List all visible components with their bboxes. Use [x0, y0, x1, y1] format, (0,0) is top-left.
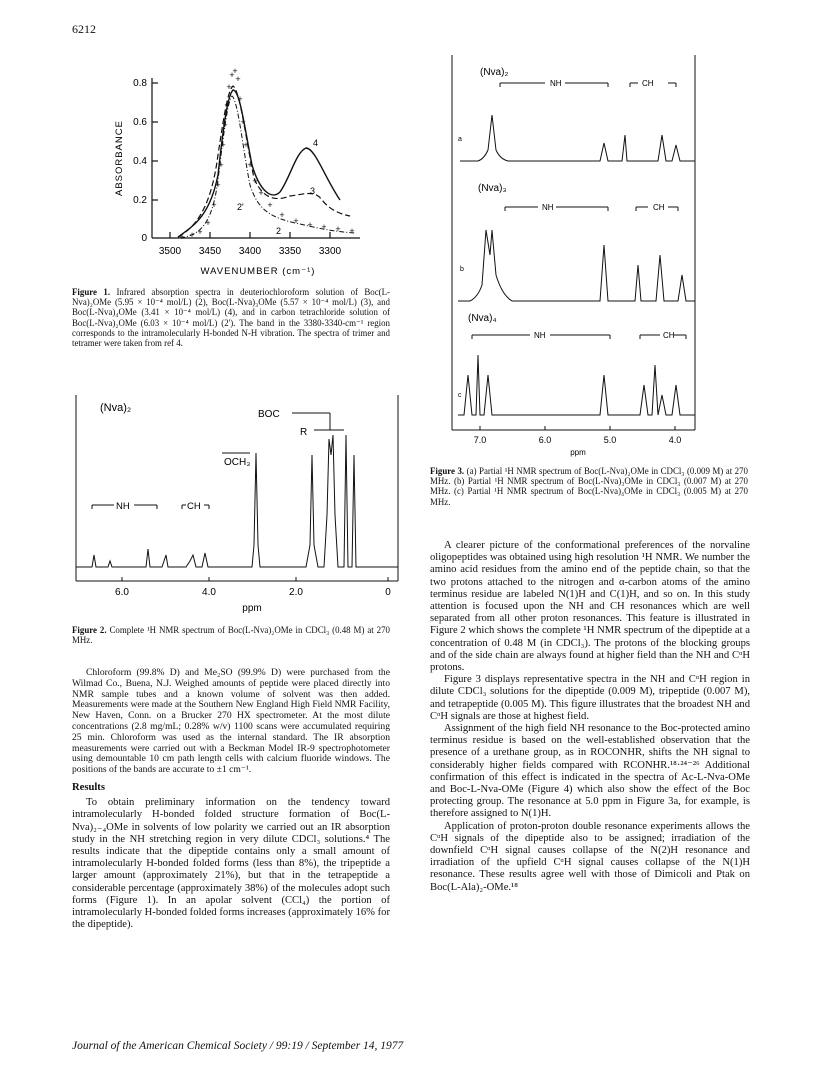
fig2-xtick-6: 6.0: [115, 587, 129, 598]
svg-text:+: +: [349, 226, 355, 236]
fig3-panel-a-title: (Nva)₂: [480, 67, 509, 78]
svg-text:+: +: [222, 120, 228, 130]
svg-text:+: +: [205, 218, 211, 228]
page-number: 6212: [72, 22, 96, 36]
figure-3-nmr-spectra: [450, 55, 698, 463]
figure-3-caption: [430, 466, 748, 507]
left-body-text: [72, 668, 390, 931]
figure-2-caption-label: Figure 2.: [72, 625, 107, 635]
fig2-title: (Nva)₂: [100, 402, 132, 414]
fig2-label-och3: OCH₃: [224, 457, 251, 468]
fig2-xtick-0: 0: [385, 587, 391, 598]
fig1-xtick-3400: 3400: [238, 246, 262, 257]
svg-text:+: +: [220, 140, 226, 150]
fig2-label-nh: NH: [116, 501, 130, 512]
svg-text:+: +: [252, 176, 258, 186]
fig3-trace-a: [460, 115, 695, 161]
fig1-label-2prime: 2': [237, 202, 244, 212]
fig1-x-axis-label: WAVENUMBER (cm⁻¹): [200, 266, 316, 277]
fig3-xtick-4: 4.0: [668, 435, 682, 445]
svg-text:+: +: [229, 70, 235, 80]
svg-text:+: +: [321, 222, 327, 232]
svg-text:+: +: [267, 200, 273, 210]
fig3-xtick-5: 5.0: [603, 435, 617, 445]
svg-text:+: +: [211, 200, 217, 210]
results-paragraph: To obtain preliminary information on the tendency toward intramolecularly H-bonded folded structure formation of Boc(L-Nva)₂₋₄OMe in solvents of low polarity we carried out an IR absorption study in the NH stretching region in very dilute CDCl₃ solutions.⁴ The results indicate that the dipeptide contains only a small amount of intramolecularly H-bonded folded forms (less than 8%), the tripeptide a larger amount (approximately 21%), but that in the tetrapeptide a considerable percentage (approximately 38%) of the molecules adopt such forms (Figure 1). In an apolar solvent (CCl₄) the portion of intramolecularly H-bonded folded forms increases (approximately 16% for the dipeptide).: [72, 797, 390, 931]
svg-text:+: +: [293, 216, 299, 226]
right-body-text: [430, 540, 750, 894]
figure-1-caption-text: Infrared absorption spectra in deuteriochloroform solution of Boc(L-Nva)₂OMe (5.95 × 10⁻⁴ mol/L) (2), Boc(L-Nva)₃OMe (5.57 × 10⁻⁴ mol/L) (3), and Boc(L-Nva)₄OMe (3.41 × 10⁻⁴ mol/L) (4), and in carbon tetrachloride solution of Boc(L-Nva)₂OMe (6.03 × 10⁻⁴ mol/L) (2'). The band in the 3380-3340-cm⁻¹ region corresponds to the intramolecularly H-bonded N-H vibration. The spectra of trimer and tetramer were taken from ref 4.: [72, 287, 390, 349]
svg-text:+: +: [237, 94, 243, 104]
results-heading: Results: [72, 781, 105, 793]
figure-1-caption-label: Figure 1.: [72, 287, 111, 297]
right-paragraph-2: Figure 3 displays representative spectra in the NH and CᵅH region in dilute CDCl₃ solutions for the dipeptide (0.009 M), tripeptide (0.007 M), and tetrapeptide (0.005 M). This figure illustrates that the broadest NH and CᵅH signals are those at highest field.: [430, 674, 750, 722]
fig1-curve-3: [178, 86, 350, 237]
fig1-ytick-08: 0.8: [133, 78, 147, 89]
fig3-c-ch: CH: [663, 331, 675, 340]
fig3-b-nh: NH: [542, 203, 554, 212]
fig3-xtick-6: 6.0: [538, 435, 552, 445]
right-paragraph-4: Application of proton-proton double resonance experiments allows the CᵅH signals of the dipeptide also to be assigned; irradiation of the downfield CᵅH signal causes collapse of the N(2)H resonance and irradiation of the upfield CᵅH signal causes collapse of the N(1)H resonance. These results agree well with those of Dimicoli and Ptak on Boc(L-Ala)₂-OMe.¹⁸: [430, 820, 750, 893]
svg-text:+: +: [235, 74, 241, 84]
fig1-curve-2prime: [179, 66, 354, 242]
figure-1-ir-spectrum: [100, 60, 380, 285]
figure-2-caption: [72, 625, 390, 645]
svg-text:+: +: [247, 160, 253, 170]
experimental-paragraph: Chloroform (99.8% D) and Me₂SO (99.9% D) were purchased from the Wilmad Co., Buena, N.J. Weighed amounts of peptide were placed directly into NMR sample tubes and a known volume of solvent was then added. Measurements were made at the Southern New England High Field NMR Facility, New Haven, Conn. on a Brucker 270 HX spectrometer. At the most dilute concentrations (2.8 mg/mL; 0.28% w/v) 1100 scans were accumulated requiring 25 min. Chloroform was used as the internal standard. The IR absorption measurements were carried out with a Beckman Model IR-9 spectrophotometer using demountable 10 cm path length cells with calcium fluoride windows. The positions of the bands are accurate to ±1 cm⁻¹.: [72, 667, 390, 776]
fig3-panel-c-letter: c: [458, 392, 462, 399]
fig3-xtick-7: 7.0: [473, 435, 487, 445]
fig2-x-unit: ppm: [242, 603, 262, 614]
fig1-ytick-06: 0.6: [133, 117, 147, 128]
fig3-b-ch: CH: [653, 203, 665, 212]
fig1-xtick-3350: 3350: [278, 246, 302, 257]
fig1-ytick-02: 0.2: [133, 195, 147, 206]
fig1-xtick-3300: 3300: [318, 246, 342, 257]
figure-3-caption-label: Figure 3.: [430, 466, 465, 476]
figure-3-caption-text: (a) Partial ¹H NMR spectrum of Boc(L-Nva)₂OMe in CDCl₃ (0.009 M) at 270 MHz. (b) Partial ¹H NMR spectrum of Boc(L-Nva)₃OMe in CDCl₃ (0.007 M) at 270 MHz. (c) Partial ¹H NMR spectrum of Boc(L-Nva)₄OMe in CDCl₃ (0.005 M) at 270 MHz.: [430, 466, 748, 507]
fig2-label-boc: BOC: [258, 409, 280, 420]
fig3-trace-b: [458, 230, 695, 301]
svg-text:+: +: [240, 117, 246, 127]
figure-1-caption: [72, 287, 390, 348]
svg-text:+: +: [307, 220, 313, 230]
svg-text:+: +: [224, 100, 230, 110]
fig3-panel-b-title: (Nva)₃: [478, 183, 507, 194]
fig1-label-4: 4: [313, 138, 319, 148]
fig3-trace-c: [458, 355, 695, 415]
svg-text:+: +: [258, 188, 264, 198]
svg-text:+: +: [232, 66, 238, 76]
svg-text:+: +: [226, 82, 232, 92]
fig2-xtick-2: 2.0: [289, 587, 303, 598]
figure-2-caption-text: Complete ¹H NMR spectrum of Boc(L-Nva)₂OMe in CDCl₃ (0.48 M) at 270 MHz.: [72, 625, 390, 646]
right-paragraph-3: Assignment of the high field NH resonance to the Boc-protected amino terminus residue is based on the well-established observation that the presence of a urethane group, as in ROCONHR, shifts the NH signal to considerably higher fields compared with RCONHR.¹⁸·²⁴⁻²⁶ Additional confirmation of this effect is indicated in the spectra of Ac-L-Nva-OMe and Boc-L-Nva-OMe (Figure 4) which also show the effect of the Boc protecting group. The resonance at 5.0 ppm in Figure 3a, for example, is therefore assigned to N(1)H.: [430, 723, 750, 820]
fig1-y-axis-label: ABSORBANCE: [114, 120, 125, 196]
fig1-curve-4: [178, 90, 340, 237]
fig1-label-3: 3: [310, 186, 316, 196]
svg-text:+: +: [243, 140, 249, 150]
fig3-a-ch: CH: [642, 79, 654, 88]
fig1-ytick-0: 0: [141, 233, 147, 244]
svg-text:+: +: [215, 180, 221, 190]
fig2-label-ch: CH: [187, 501, 201, 512]
fig3-x-unit: ppm: [570, 448, 586, 457]
svg-text:+: +: [335, 224, 341, 234]
figure-2-nmr-spectrum: [72, 395, 402, 620]
fig1-label-2: 2: [276, 226, 282, 236]
fig1-xtick-3500: 3500: [158, 246, 182, 257]
fig3-a-nh: NH: [550, 79, 562, 88]
fig1-curve-2: [180, 96, 355, 238]
journal-footer: Journal of the American Chemical Society / 99:19 / September 14, 1977: [72, 1040, 404, 1052]
svg-text:+: +: [189, 230, 195, 240]
fig3-panel-b-letter: b: [460, 266, 464, 273]
fig1-ytick-04: 0.4: [133, 156, 147, 167]
fig3-panel-a-letter: a: [458, 136, 462, 143]
fig3-panel-c-title: (Nva)₄: [468, 313, 497, 324]
fig2-xtick-4: 4.0: [202, 587, 216, 598]
svg-text:+: +: [197, 227, 203, 237]
fig2-label-r: R: [300, 427, 308, 438]
right-paragraph-1: A clearer picture of the conformational preferences of the norvaline oligopeptides was obtained using high resolution ¹H NMR. We number the amino acid residues from the amino end of the peptide chain, so that the two protons attached to the nitrogen and α-carbon atoms of the amino terminus residue are labeled N(1)H and C(1)H, and so on. In this study attention is focused upon the NH and CH resonances which are well separated from all other proton resonances. This feature is illustrated in Figure 2 which shows the complete ¹H NMR spectrum of the dipeptide at a concentration of 0.48 M (in CDCl₃). The protons of the blocking groups and of the side chain are always found at higher field than the NH and CᵅH protons.: [430, 540, 750, 674]
svg-text:+: +: [218, 160, 224, 170]
svg-text:+: +: [279, 210, 285, 220]
svg-text:+: +: [179, 232, 185, 242]
fig3-c-nh: NH: [534, 331, 546, 340]
fig1-xtick-3450: 3450: [198, 246, 222, 257]
